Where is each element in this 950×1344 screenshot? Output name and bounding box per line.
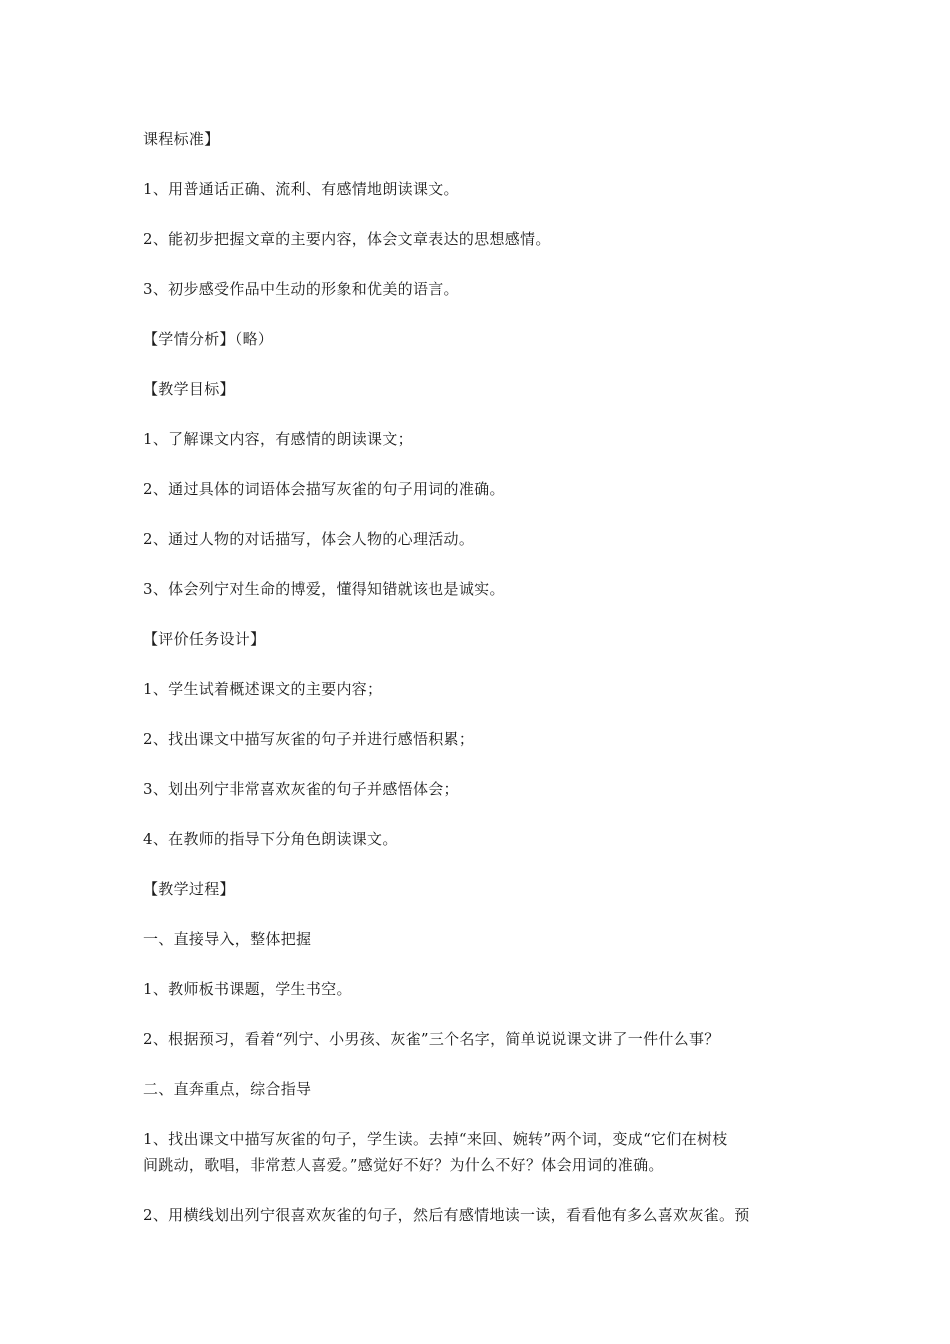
section-heading-student-analysis: 【学情分析】（略） <box>143 330 274 348</box>
list-item: 2、通过人物的对话描写，体会人物的心理活动。 <box>143 530 475 548</box>
paragraph-line: 2、用横线划出列宁很喜欢灰雀的句子，然后有感情地读一读，看看他有多么喜欢灰雀。预 <box>143 1206 750 1224</box>
document-body <box>143 126 815 1228</box>
section-heading-teaching-process: 【教学过程】 <box>143 880 235 898</box>
paragraph-line: 间跳动，歌唱，非常惹人喜爱。”感觉好不好？为什么不好？体会用词的准确。 <box>143 1156 664 1174</box>
list-item: 1、用普通话正确、流利、有感情地朗读课文。 <box>143 180 459 198</box>
paragraph-line: 1、找出课文中描写灰雀的句子，学生读。去掉“来回、婉转”两个词，变成“它们在树枝 <box>143 1130 728 1148</box>
section-heading-teaching-goals: 【教学目标】 <box>143 380 235 398</box>
subsection-heading: 一、直接导入，整体把握 <box>143 930 312 948</box>
list-item: 1、学生试着概述课文的主要内容； <box>143 680 383 698</box>
list-item: 4、在教师的指导下分角色朗读课文。 <box>143 830 398 848</box>
list-item: 1、了解课文内容，有感情的朗读课文； <box>143 430 413 448</box>
list-item: 2、能初步把握文章的主要内容，体会文章表达的思想感情。 <box>143 230 551 248</box>
list-item: 1、教师板书课题，学生书空。 <box>143 980 352 998</box>
subsection-heading: 二、直奔重点，综合指导 <box>143 1080 312 1098</box>
list-item: 3、体会列宁对生命的博爱，懂得知错就该也是诚实。 <box>143 580 505 598</box>
list-item: 3、初步感受作品中生动的形象和优美的语言。 <box>143 280 459 298</box>
list-item: 3、划出列宁非常喜欢灰雀的句子并感悟体会； <box>143 780 459 798</box>
list-item: 2、找出课文中描写灰雀的句子并进行感悟积累； <box>143 730 475 748</box>
list-item: 2、通过具体的词语体会描写灰雀的句子用词的准确。 <box>143 480 505 498</box>
section-heading-curriculum-standard: 课程标准】 <box>143 130 220 148</box>
list-item: 2、根据预习，看着“列宁、小男孩、灰雀”三个名字，简单说说课文讲了一件什么事？ <box>143 1030 720 1048</box>
section-heading-assessment-design: 【评价任务设计】 <box>143 630 266 648</box>
